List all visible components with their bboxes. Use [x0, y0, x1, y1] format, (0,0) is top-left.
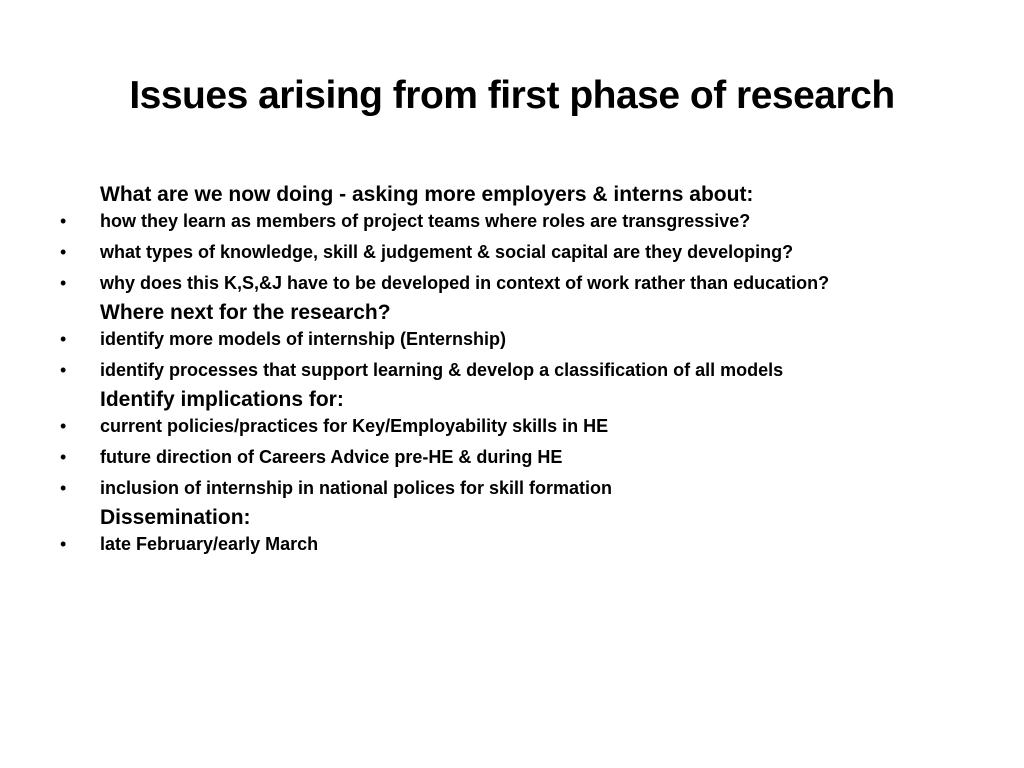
- bullet-icon: •: [60, 273, 67, 293]
- list-item-text: current policies/practices for Key/Employability skills in HE: [100, 416, 609, 436]
- list-item-text: why does this K,S,&J have to be developed in context of work rather than education?: [100, 273, 830, 293]
- list-item-text: identify processes that support learning & develop a classification of all models: [100, 360, 784, 380]
- list-item: [54, 446, 984, 468]
- list-item: [54, 477, 984, 499]
- bullet-list: [54, 210, 984, 294]
- list-item-text: how they learn as members of project teams where roles are transgressive?: [100, 211, 751, 231]
- slide-body: [54, 180, 984, 559]
- list-item: [54, 241, 984, 263]
- section-heading: Where next for the research?: [100, 301, 391, 324]
- bullet-icon: •: [60, 534, 67, 554]
- list-item: [54, 272, 984, 294]
- section-heading: Dissemination:: [100, 506, 251, 529]
- list-item: [54, 533, 984, 555]
- list-item: [54, 415, 984, 437]
- bullet-icon: •: [60, 211, 67, 231]
- list-item: [54, 359, 984, 381]
- bullet-icon: •: [60, 242, 67, 262]
- section-where-next: [54, 298, 984, 381]
- section-dissemination: [54, 503, 984, 555]
- section-implications: [54, 385, 984, 499]
- bullet-icon: •: [60, 360, 67, 380]
- bullet-list: [54, 328, 984, 381]
- bullet-icon: •: [60, 329, 67, 349]
- list-item: [54, 210, 984, 232]
- list-item-text: future direction of Careers Advice pre-HE & during HE: [100, 447, 563, 467]
- bullet-list: [54, 533, 984, 555]
- bullet-icon: •: [60, 416, 67, 436]
- bullet-icon: •: [60, 478, 67, 498]
- bullet-icon: •: [60, 447, 67, 467]
- list-item-text: what types of knowledge, skill & judgement & social capital are they developing?: [100, 242, 794, 262]
- section-current-work: [54, 180, 984, 294]
- list-item-text: inclusion of internship in national polices for skill formation: [100, 478, 613, 498]
- list-item: [54, 328, 984, 350]
- list-item-text: late February/early March: [100, 534, 319, 554]
- list-item-text: identify more models of internship (Enternship): [100, 329, 507, 349]
- section-heading: What are we now doing - asking more employers & interns about:: [100, 183, 754, 206]
- bullet-list: [54, 415, 984, 499]
- section-heading: Identify implications for:: [100, 388, 344, 411]
- slide-title: Issues arising from first phase of research: [129, 74, 895, 117]
